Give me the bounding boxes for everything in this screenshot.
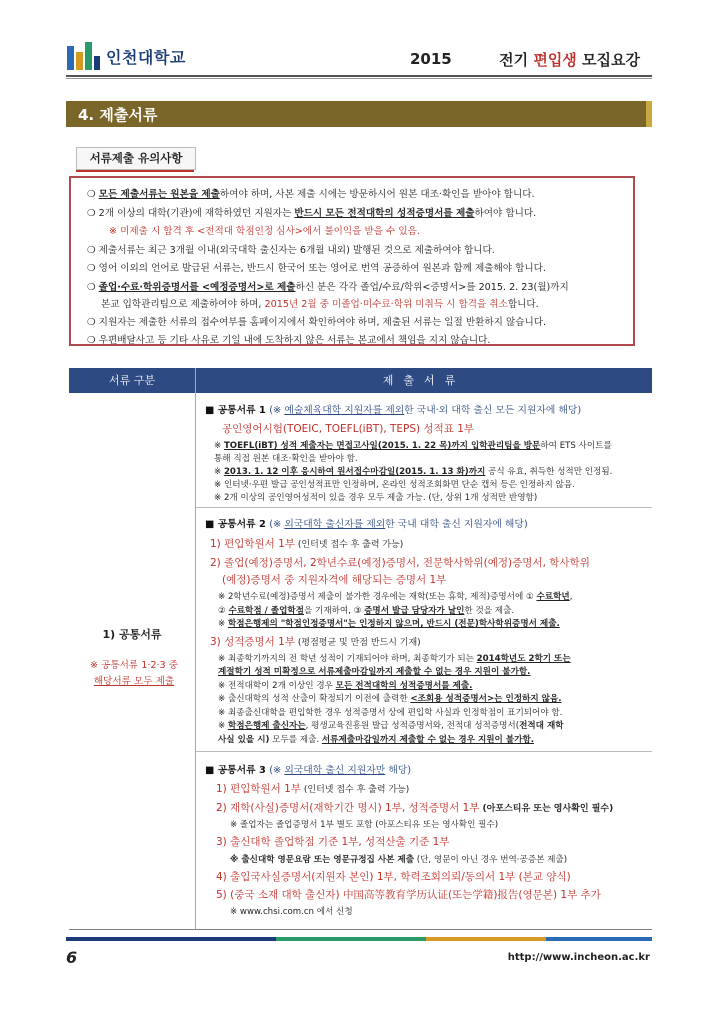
group-2-note: ※ 전적대학이 2개 이상인 경우 모든 전적대학의 성적증명서를 제출. [218,681,473,691]
group-1-item: 공인영어시험(TOEIC, TOEFL(iBT), TEPS) 성적표 1부 [222,423,475,435]
notice-item: ❍ 졸업·수료·학위증명서를 <예정증명서>로 제출하신 분은 각각 졸업/수료/학위<증명서>를 2015. 2. 23(월)까지 [87,282,569,293]
category-label: 1) 공통서류 [102,628,162,641]
group-separator [196,507,652,508]
group-2-note: 사실 있을 시) 모두를 제출. 서류제출마감일까지 제출할 수 없는 경우 지원이 불가함. [218,735,535,745]
group-2-item-1: 1) 편입학원서 1부 (인터넷 접수 후 출력 가능) [210,538,404,550]
category-note: ※ 공통서류 1·2·3 중 해당서류 모두 제출 [90,660,178,687]
group-2-note: 계절학기 성적 미확정으로 서류제출마감일까지 제출할 수 없는 경우 지원이 불가함. [218,667,531,677]
header-rule-thin [66,78,652,79]
notice-item: ❍ 우편배달사고 등 기타 사유로 기일 내에 도착하지 않은 서류는 본교에서 책임을 지지 않습니다. [87,335,491,346]
group-3-note: ※ www.chsi.com.cn 에서 신청 [230,907,353,917]
header-year: 2015 [410,50,452,68]
notice-item: ❍ 모든 제출서류는 원본을 제출하여야 하며, 사본 제출 시에는 방문하시어 원본 대조·확인을 받아야 합니다. [87,189,535,200]
notice-item: ❍ 2개 이상의 대학(기관)에 재학하였던 지원자는 반드시 모든 전적대학의 성적증명서를 제출하여야 합니다. [87,208,537,219]
group-2-note: ※ 최종학기까지의 전 학년 성적이 기재되어야 하며, 최종학기가 되는 2014학년도 2학기 또는 [218,654,571,664]
university-name: 인천대학교 [106,48,186,67]
header-title: 전기 편입생 모집요강 [499,51,640,69]
group-separator [196,751,652,752]
table-column-divider [195,368,196,929]
notice-box [69,176,635,346]
group-2-item-2-cont: (예정)증명서 중 지원자격에 해당되는 증명서 1부 [222,574,447,586]
notice-item: ❍ 영어 이외의 언어로 발급된 서류는, 반드시 한국어 또는 영어로 번역 공증하여 원본과 함께 제출해야 합니다. [87,263,546,274]
page-number: 6 [66,948,78,967]
header-rule [66,75,652,77]
group-3-item-3: 3) 출신대학 졸업학점 기준 1부, 성적산출 기준 1부 [216,836,450,848]
group-3-note: ※ 출신대학 영문요람 또는 영문규정집 사본 제출 (단, 영문이 아닌 경우 번역·공증본 제출) [230,855,568,865]
group-2-note: ※ 학점은행제 출신자는, 평생교육진흥원 발급 성적증명서와, 전적대 성적증명서(전적대 재학 [218,721,564,731]
group-2-note: ※ 2학년수료(예정)증명서 제출이 불가한 경우에는 재학(또는 휴학, 제적)증명서에 ① 수료학년, [218,592,573,602]
section-title-bar [66,101,652,127]
group-1-note: ※ 2013. 1. 12 이후 응시하여 원서접수마감일(2015. 1. 13 화)까지 공식 유효, 취득한 성적만 인정됨. [214,467,613,477]
group-2-note: ※ 최종출신대학을 편입학한 경우 성적증명서 상에 편입학 사실과 인정학점이 표기되어야 함. [218,708,563,718]
footer-url[interactable]: http://www.incheon.ac.kr [507,952,650,963]
group-1-note: 통해 직접 원본 대조·확인을 받아야 함. [214,454,358,464]
group-2-note: ※ 학점은행제의 "학점인정증명서"는 인정하지 않으며, 반드시 (전문)학사학위증명서 제출. [218,619,560,629]
university-logo-icon [66,42,102,72]
group-3-title: ■ 공통서류 3 (※ 외국대학 출신 지원자만 해당) [205,765,412,776]
notice-item-continued: 본교 입학관리팀으로 제출하여야 하며, 2015년 2월 중 미졸업·미수료·학위 미취득 시 합격을 취소합니다. [101,299,539,310]
group-2-item-2: 2) 졸업(예정)증명서, 2학년수료(예정)증명서, 전문학사학위(예정)증명서, 학사학위 [210,557,590,569]
group-2-item-3: 3) 성적증명서 1부 (평점평균 및 만점 반드시 기재) [210,636,421,648]
group-1-note: ※ TOEFL(iBT) 성적 제출자는 면접고사일(2015. 1. 22 목)까지 입학관리팀을 방문하여 ETS 사이트를 [214,441,612,451]
group-1-note: ※ 인터넷·우편 발급 공인성적표만 인정하며, 온라인 성적조회화면 단순 캡처 등은 인정하지 않음. [214,480,575,490]
section-title: 4. 제출서류 [78,106,158,124]
notice-item: ❍ 제출서류는 최근 3개월 이내(외국대학 출신자는 6개월 내외) 발행된 것으로 제출하여야 합니다. [87,245,495,256]
group-3-note: ※ 졸업자는 졸업증명서 1부 별도 포함 (아포스티유 또는 영사확인 필수) [230,820,499,830]
notice-title-underline [76,170,194,172]
column-header-category: 서류 구분 [108,374,155,387]
notice-subnote: ※ 미제출 시 합격 후 <전적대 학점인정 심사>에서 불이익을 받을 수 있음. [109,226,420,237]
notice-item: ❍ 지원자는 제출한 서류의 접수여부를 홈페이지에서 확인하여야 하며, 제출된 서류는 일절 반환하지 않습니다. [87,317,547,328]
group-3-item-4: 4) 출입국사실증명서(지원자 본인) 1부, 학력조회의뢰/동의서 1부 (본교 양식) [216,871,571,883]
footer-color-bar [66,937,652,941]
group-3-item-1: 1) 편입학원서 1부 (인터넷 접수 후 출력 가능) [216,783,410,795]
group-1-title: ■ 공통서류 1 (※ 예술체육대학 지원자를 제외한 국내·외 대학 출신 모든 지원자에 해당) [205,405,582,416]
column-header-documents: 제출서류 [382,374,466,387]
group-2-note: ② 수료학점 / 졸업학점을 기재하여, ③ 증명서 발급 담당자가 날인한 것을 제출. [218,606,515,616]
table-bottom-border [69,929,652,930]
group-3-item-5: 5) (중국 소재 대학 출신자) 中国高等教育学历认证(또는学籍)报告(영문본) 1부 추가 [216,889,601,901]
group-1-note: ※ 2개 이상의 공인영어성적이 있을 경우 모두 제출 가능. (단, 상위 1개 성적만 반영함) [214,493,538,503]
group-3-item-2: 2) 재학(사실)증명서(재학기간 명시) 1부, 성적증명서 1부 (아포스티유 또는 영사확인 필수) [216,802,614,814]
group-2-title: ■ 공통서류 2 (※ 외국대학 출신자를 제외한 국내 대학 출신 지원자에 해당) [205,519,528,530]
notice-title: 서류제출 유의사항 [76,147,196,170]
group-2-note: ※ 출신대학의 성적 산출이 확정되기 이전에 출력한 <조회용 성적증명서>는 인정하지 않음. [218,694,562,704]
